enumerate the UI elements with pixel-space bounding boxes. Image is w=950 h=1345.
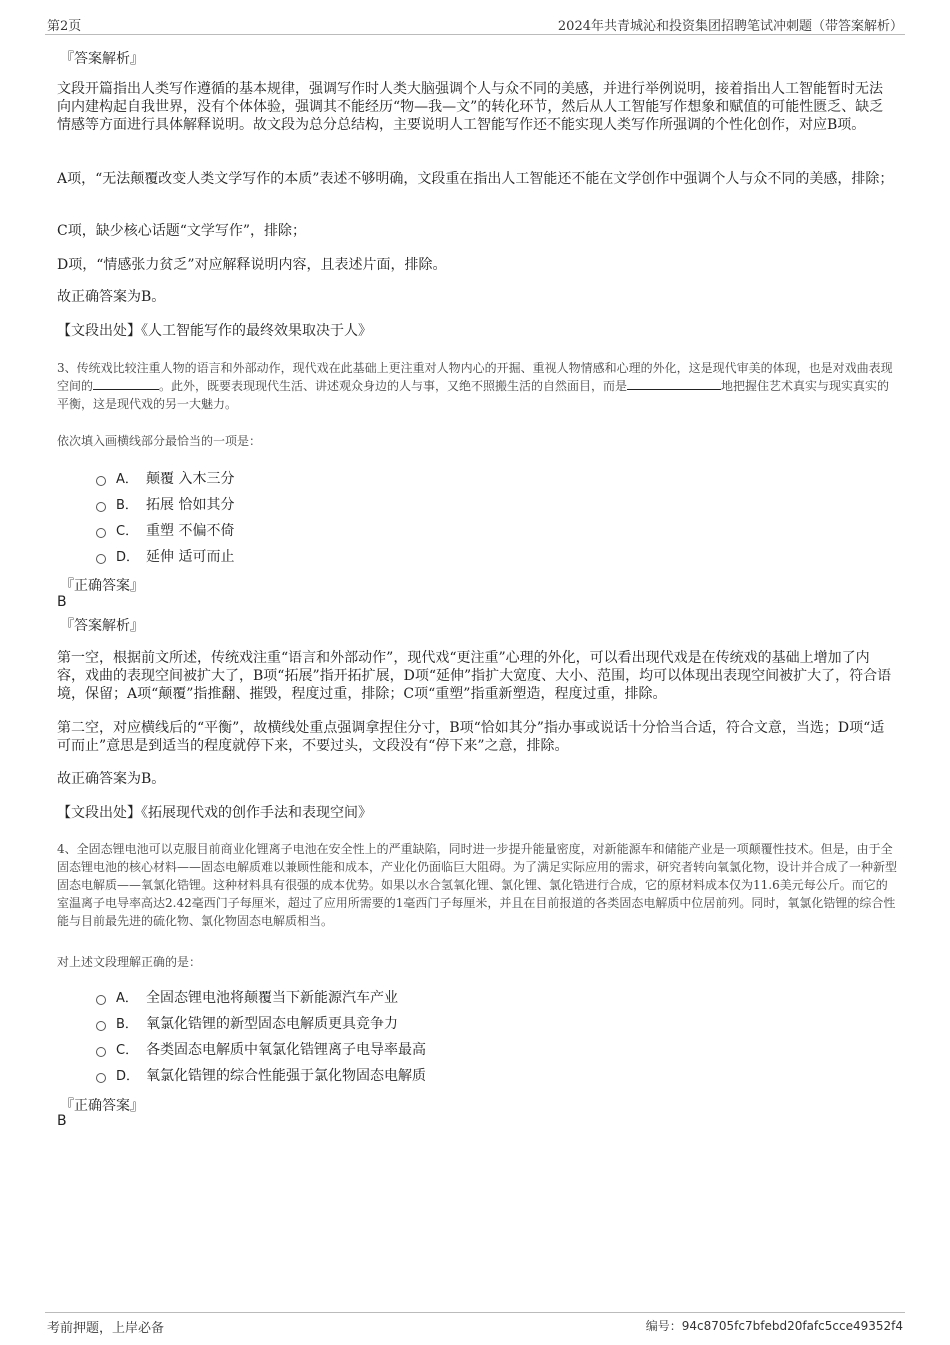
q3-answer-line: 故正确答案为B。 [57, 771, 166, 787]
radio-icon[interactable] [96, 995, 106, 1005]
q3-option-a[interactable]: A． 颠覆 入木三分 [96, 468, 234, 488]
q3-prompt: 依次填入画横线部分最恰当的一项是： [57, 434, 262, 448]
q2-answer-line: 故正确答案为B。 [57, 289, 166, 305]
q4-option-c[interactable]: C． 各类固态电解质中氧氯化锆锂离子电导率最高 [96, 1039, 426, 1059]
radio-icon[interactable] [96, 1047, 106, 1057]
q2-analysis-para: 文段开篇指出人类写作遵循的基本规律，强调写作时人类大脑强调个人与众不同的美感，并进行举例说明，接着指出人工智能暂时无法向内建构起自我世界，没有个体体验，强调其不能经历“物—我—文”的转化环节，然后从人工智能写作想象和赋值的可能性匮乏、缺乏情感等方面进行具体解释说明。故文段为总分总结构，主要说明人工智能写作还不能实现人类写作所强调的个性化创作，对应B项。 [57, 81, 884, 133]
radio-icon[interactable] [96, 502, 106, 512]
radio-icon[interactable] [96, 1073, 106, 1083]
document-title: 2024年共青城沁和投资集团招聘笔试冲刺题（带答案解析） [557, 19, 903, 34]
page-footer [45, 1312, 905, 1337]
q2-analysis-para: C项，缺少核心话题“文学写作”，排除； [57, 223, 307, 239]
radio-icon[interactable] [96, 476, 106, 486]
q4-correct-label: 『正确答案』 [60, 1098, 144, 1114]
q2-analysis-para: A项，“无法颠覆改变人类文学写作的本质”表述不够明确，文段重在指出人工智能还不能在文学创作中强调个人与众不同的美感，排除； [57, 171, 894, 187]
q2-source: 【文段出处】《人工智能写作的最终效果取决于人》 [57, 323, 372, 339]
q3-analysis-para: 第一空，根据前文所述，传统戏注重“语言和外部动作”，现代戏“更注重”心理的外化，可以看出现代戏是在传统戏的基础上增加了内容，戏曲的表现空间被扩大了，B项“拓展”指开拓扩展，D项“延伸”指扩大宽度、大小、范围，均可以体现出表现空间被扩大了，符合语境，保留；A项“颠覆”指推翻、摧毁，程度过重，排除；C项“重塑”指重新塑造，程度过重，排除。 [57, 650, 892, 702]
page-number: 第2页 [47, 19, 82, 34]
page-header [45, 12, 905, 35]
q3-analysis-label: 『答案解析』 [60, 618, 144, 634]
q4-option-b[interactable]: B． 氧氯化锆锂的新型固态电解质更具竞争力 [96, 1013, 398, 1033]
footer-slogan: 考前押题，上岸必备 [47, 1321, 165, 1336]
q4-prompt: 对上述文段理解正确的是： [57, 955, 202, 969]
document-code: 编号：94c8705fc7bfebd20fafc5cce49352f4 [645, 1319, 903, 1333]
fill-blank-2 [627, 377, 721, 390]
q4-stem: 4、全固态锂电池可以克服目前商业化锂离子电池在安全性上的严重缺陷，同时进一步提升能量密度，对新能源车和储能产业是一项颠覆性技术。但是，由于全固态锂电池的核心材料——固态电解质难以兼顾性能和成本，产业化仍面临巨大阻碍。为了满足实际应用的需求，研究者转向氧氯化物，设计并合成了一种新型固态电解质——氧氯化锆锂。这种材料具有很强的成本优势。如果以水合氢氧化锂、氯化锂、氯化锆进行合成，它的原材料成本仅为11.6美元每公斤。而它的室温离子电导率高达2.42毫西门子每厘米，超过了应用所需要的1毫西门子每厘米，并且在目前报道的各类固态电解质中位居前列。同时，氧氯化锆锂的综合性能与目前最先进的硫化物、氯化物固态电解质相当。 [57, 842, 898, 928]
q3-stem: 3、传统戏比较注重人物的语言和外部动作，现代戏在此基础上更注重对人物内心的开掘、重视人物情感和心理的外化，这是现代审美的体现，也是对戏曲表现空间的 。此外，既要表现现代生活、讲述观众身边的人与事，又绝不照搬生活的自然面目，而是 地把握住艺术真实与现实真实的平衡，这是现代戏的另一大魅力。 [57, 361, 893, 411]
q3-option-d[interactable]: D． 延伸 适可而止 [96, 546, 234, 566]
radio-icon[interactable] [96, 554, 106, 564]
q3-analysis-para: 第二空，对应横线后的“平衡”，故横线处重点强调拿捏住分寸，B项“恰如其分”指办事或说话十分恰当合适，符合文意，当选；D项“适可而止”意思是到适当的程度就停下来，不要过头，文段没有“停下来”之意，排除。 [57, 720, 885, 754]
q4-correct-answer: B [57, 1113, 67, 1129]
q3-correct-label: 『正确答案』 [60, 578, 144, 594]
q3-option-c[interactable]: C． 重塑 不偏不倚 [96, 520, 234, 540]
q4-option-a[interactable]: A． 全固态锂电池将颠覆当下新能源汽车产业 [96, 987, 398, 1007]
q3-option-b[interactable]: B． 拓展 恰如其分 [96, 494, 234, 514]
q2-analysis-para: D项，“情感张力贫乏”对应解释说明内容，且表述片面，排除。 [57, 257, 447, 273]
q3-correct-answer: B [57, 594, 67, 610]
q4-option-d[interactable]: D． 氧氯化锆锂的综合性能强于氯化物固态电解质 [96, 1065, 426, 1085]
q3-source: 【文段出处】《拓展现代戏的创作手法和表现空间》 [57, 805, 372, 821]
q2-analysis-label: 『答案解析』 [60, 51, 144, 67]
fill-blank-1 [93, 377, 159, 390]
radio-icon[interactable] [96, 528, 106, 538]
radio-icon[interactable] [96, 1021, 106, 1031]
